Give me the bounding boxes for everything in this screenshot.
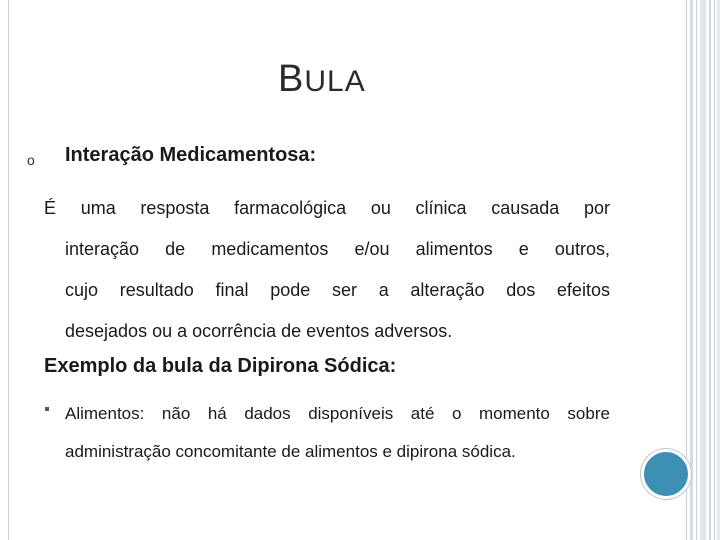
word: alimentos <box>415 239 493 259</box>
word: causada <box>491 198 560 218</box>
paragraph-line-3 <box>44 270 610 311</box>
word: não <box>161 404 191 423</box>
word: uma <box>80 198 116 218</box>
list-bullet-icon <box>45 407 49 411</box>
list-item-line-2: administração concomitante de alimentos e dipirona sódica. <box>65 442 516 461</box>
word: ou <box>370 198 391 218</box>
word: final <box>215 280 249 300</box>
title-first-letter: B <box>278 58 305 100</box>
word: até <box>410 404 435 423</box>
list-item <box>65 395 610 471</box>
definition-paragraph <box>44 188 610 352</box>
word: dos <box>506 280 536 300</box>
paragraph-line-2 <box>44 229 610 270</box>
word: por <box>583 198 610 218</box>
word: interação <box>65 239 140 259</box>
section-bullet-marker: o <box>27 152 35 168</box>
word: há <box>207 404 227 423</box>
word: alteração <box>410 280 485 300</box>
word: a <box>378 280 389 300</box>
example-heading: Exemplo da bula da Dipirona Sódica: <box>44 355 397 377</box>
section-heading: Interação Medicamentosa: <box>65 144 317 166</box>
word: cujo <box>65 280 99 300</box>
word: resultado <box>119 280 194 300</box>
word: o <box>451 404 462 423</box>
word: É <box>44 198 57 218</box>
word: sobre <box>567 404 610 423</box>
word: farmacológica <box>234 198 347 218</box>
word: pode <box>270 280 311 300</box>
word: dados <box>244 404 291 423</box>
word: momento <box>479 404 550 423</box>
list-item-line-1 <box>65 395 610 433</box>
word: Alimentos: <box>65 404 145 423</box>
decorative-circle <box>641 449 691 499</box>
word: ser <box>331 280 357 300</box>
word: e <box>518 239 529 259</box>
word: e/ou <box>354 239 390 259</box>
word: clínica <box>415 198 467 218</box>
word: efeitos <box>556 280 610 300</box>
word: medicamentos <box>211 239 329 259</box>
paragraph-line-1 <box>44 188 610 229</box>
title-rest: ULA <box>304 65 366 98</box>
decorative-stripes <box>684 0 720 540</box>
word: outros, <box>554 239 610 259</box>
word: de <box>165 239 186 259</box>
slide-title <box>278 58 366 101</box>
word: resposta <box>140 198 210 218</box>
paragraph-line-4: desejados ou a ocorrência de eventos adversos. <box>65 321 453 341</box>
word: disponíveis <box>308 404 394 423</box>
